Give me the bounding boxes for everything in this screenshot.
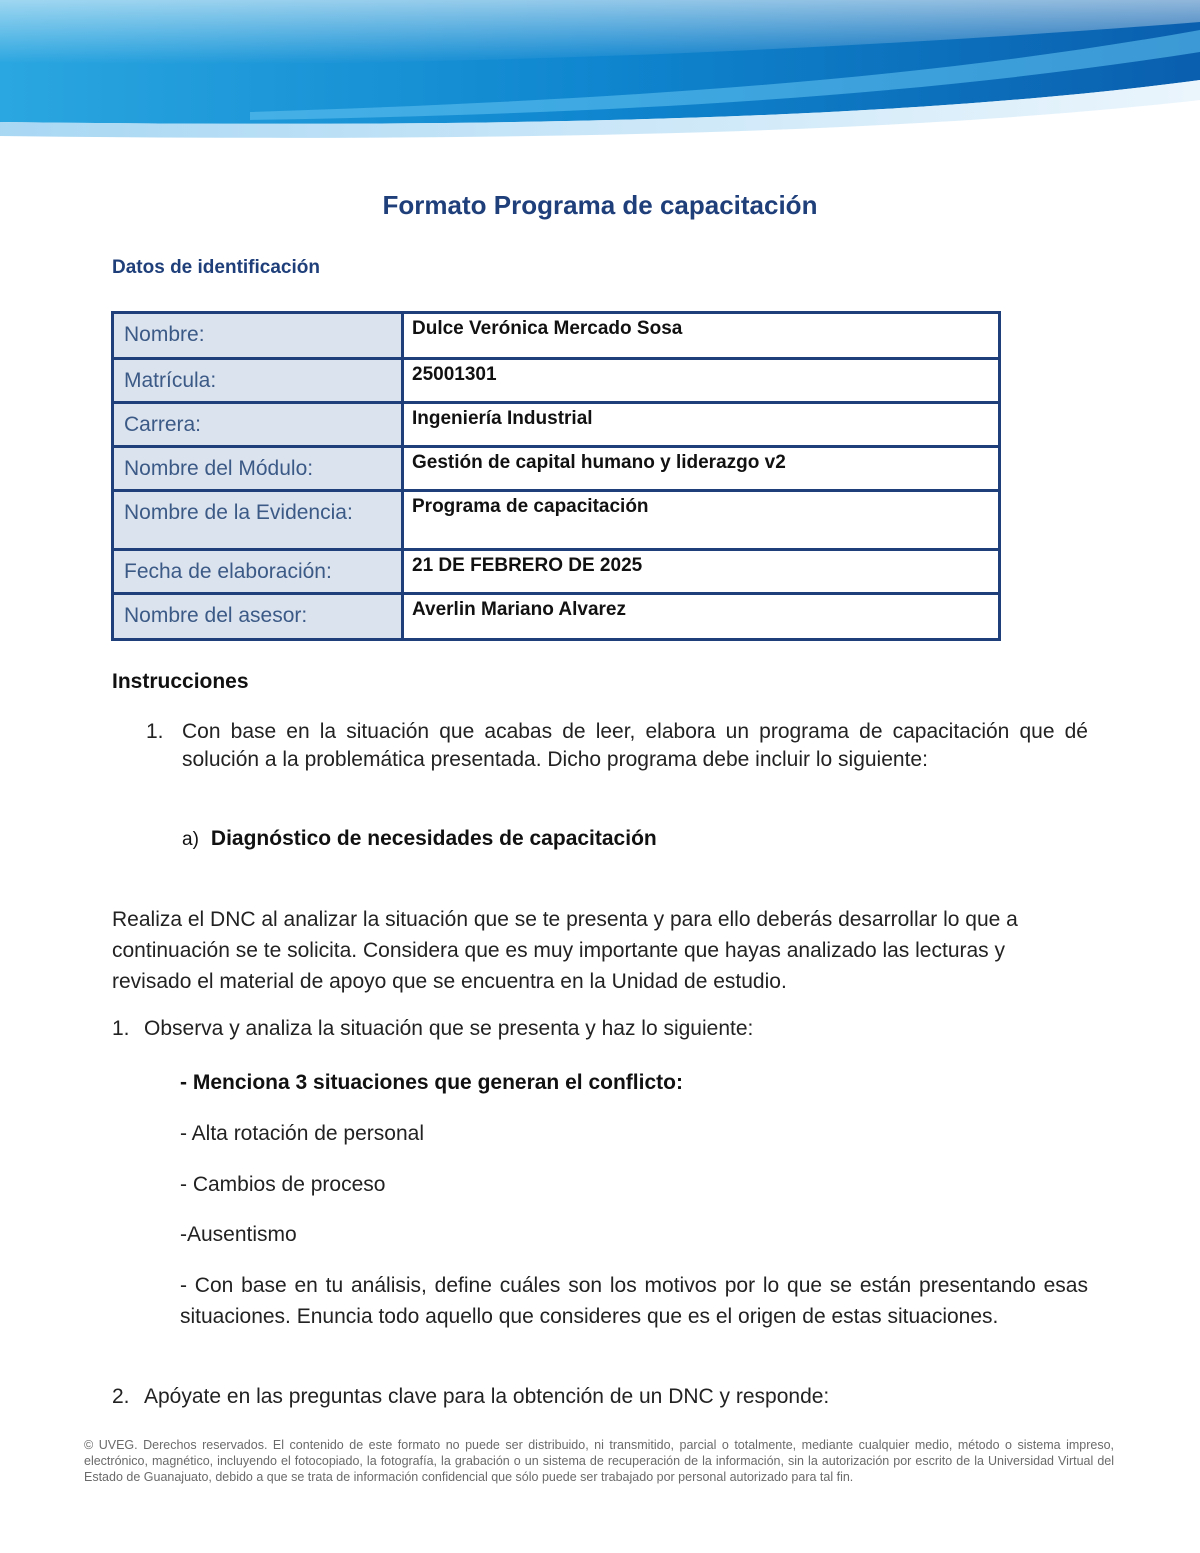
bullet-item: -Ausentismo (180, 1223, 297, 1246)
row-label: Carrera: (113, 403, 403, 447)
bullet-item: - Alta rotación de personal (180, 1122, 424, 1145)
row-value: Programa de capacitación (403, 491, 1000, 550)
identification-table (111, 311, 1001, 641)
subsection-letter: a) (182, 829, 199, 850)
table-row (113, 447, 1000, 491)
row-value: Ingeniería Industrial (403, 403, 1000, 447)
row-value: 21 DE FEBRERO DE 2025 (403, 550, 1000, 594)
subsection-title: Diagnóstico de necesidades de capacitación (210, 827, 657, 850)
dnc-paragraph: Realiza el DNC al analizar la situación que se te presenta y para ello deberás desarrollar lo que a continuación se te solicita. Considera que es muy importante que hayas analizado las lecturas y revisado el material de apoyo que se encuentra en la Unidad de estudio. (112, 908, 1018, 993)
row-value: Dulce Verónica Mercado Sosa (403, 313, 1000, 359)
row-label: Nombre: (113, 313, 403, 359)
instruction-item (146, 718, 1088, 774)
row-value: 25001301 (403, 359, 1000, 403)
header-banner-graphic (0, 0, 1200, 145)
bullet-item: - Cambios de proceso (180, 1173, 386, 1196)
instructions-heading: Instrucciones (112, 670, 249, 693)
row-label: Fecha de elaboración: (113, 550, 403, 594)
table-row (113, 594, 1000, 640)
instruction-number: 1. (146, 720, 164, 743)
row-value: Averlin Mariano Alvarez (403, 594, 1000, 640)
row-label: Nombre del asesor: (113, 594, 403, 640)
step-2-number: 2. (112, 1385, 130, 1408)
step-1-number: 1. (112, 1017, 130, 1040)
table-row (113, 313, 1000, 359)
step-1-text: Observa y analiza la situación que se presenta y haz lo siguiente: (144, 1017, 754, 1040)
table-row (113, 491, 1000, 550)
copyright-footer: © UVEG. Derechos reservados. El contenido de este formato no puede ser distribuido, ni transmitido, parcial o totalmente, mediante cualquier medio, método o sistema impreso, electrónico, magnético, incluyendo el fotocopiado, la fotografía, la grabación o un sistema de recuperación de la información, sin la autorización por escrito de la Universidad Virtual del Estado de Guanajuato, debido a que se trata de información confidencial que sólo puede ser trabajado por personal autorizado para tal fin. (84, 1438, 1114, 1484)
table-row (113, 403, 1000, 447)
identification-section-label: Datos de identificación (112, 257, 320, 278)
table-row (113, 359, 1000, 403)
subsection-a (182, 827, 657, 851)
bullet-item-analysis: - Con base en tu análisis, define cuáles son los motivos por lo que se están presentando esas situaciones. Enuncia todo aquello que consideres que es el origen de estas situaciones. (180, 1274, 1088, 1328)
row-label: Nombre de la Evidencia: (113, 491, 403, 550)
step-1 (112, 1017, 753, 1041)
instruction-text: Con base en la situación que acabas de leer, elabora un programa de capacitación que dé solución a la problemática presentada. Dicho programa debe incluir lo siguiente: (182, 720, 1088, 771)
row-value: Gestión de capital humano y liderazgo v2 (403, 447, 1000, 491)
table-row (113, 550, 1000, 594)
step-2 (112, 1385, 829, 1409)
bullet-heading: - Menciona 3 situaciones que generan el conflicto: (180, 1071, 683, 1094)
step-2-text: Apóyate en las preguntas clave para la obtención de un DNC y responde: (144, 1385, 830, 1408)
row-label: Matrícula: (113, 359, 403, 403)
document-title: Formato Programa de capacitación (382, 190, 818, 220)
row-label: Nombre del Módulo: (113, 447, 403, 491)
header-banner (0, 0, 1200, 145)
